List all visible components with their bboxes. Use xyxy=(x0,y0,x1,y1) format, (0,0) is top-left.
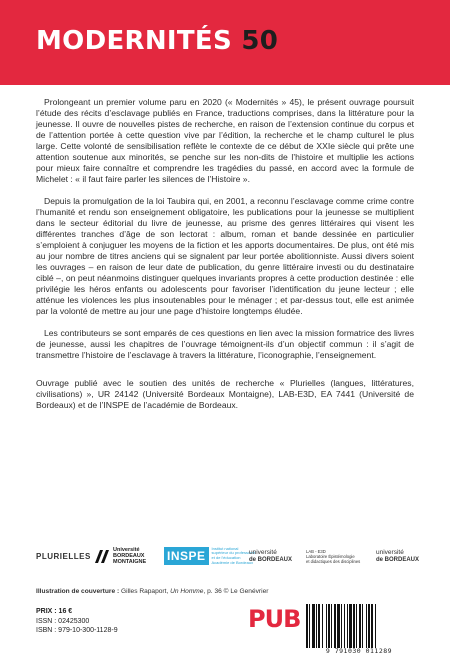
barcode-number: 9 791030 011289 xyxy=(325,647,393,655)
isbn: ISBN : 979-10-300-1128-9 xyxy=(36,627,118,634)
plurielles-logo-text: PLURIELLES xyxy=(36,551,91,561)
lab-e3d-logo xyxy=(306,544,360,568)
ub-logo-1-line-1: université xyxy=(249,548,277,556)
inspe-wordmark: INSPE xyxy=(164,547,209,565)
lab-line-3: et didactiques des disciplines xyxy=(306,558,361,564)
illustration-credit-label: Illustration de couverture : xyxy=(36,588,120,595)
inspe-logo xyxy=(164,544,255,568)
inspe-line-4: Académie de Bordeaux xyxy=(211,559,254,565)
barcode-icon xyxy=(302,604,416,648)
book-info xyxy=(36,607,118,636)
series-title xyxy=(36,26,278,56)
inspe-line-3: et de l'éducation xyxy=(211,555,241,560)
series-name: MODERNITÉS xyxy=(36,26,232,56)
inspe-line-2: supérieur du professorat xyxy=(211,550,255,556)
lab-line-2: Laboratoire Épistémologie xyxy=(306,553,355,559)
header-band xyxy=(0,0,450,85)
partner-logos xyxy=(36,544,420,568)
series-number: 50 xyxy=(241,26,279,56)
support-statement: Ouvrage publié avec le soutien des unités de recherche « Plurielles (langues, littératures, civilisations) », UR 24142 (Université Bordeaux Montaigne), LAB-E3D, EA 7441 (Université de Bordeaux) et de l’INSPE de l’académie de Bordeaux. xyxy=(36,378,414,410)
plurielles-logo xyxy=(36,544,91,568)
inspe-line-1: Institut national xyxy=(211,545,239,551)
lab-line-1: LAB - E3D xyxy=(306,548,326,554)
ub-logo-1-line-2: de BORDEAUX xyxy=(249,556,293,563)
ub-logo-1 xyxy=(249,544,292,568)
publisher-logo: PUB xyxy=(248,605,301,633)
illustration-credit-author: Gilles Rapaport, xyxy=(119,588,171,595)
paragraph-3: Les contributeurs se sont emparés de ces questions en lien avec la mission formatrice des livres de jeunesse, aussi les chapitres de l’ouvrage témoignent-ils d’un objectif commun : il s’agit de transmettre l’histoire de l’esclavage à travers la littérature, l’iconographie, l’enseignement. xyxy=(36,328,414,360)
issn: ISSN : 02425300 xyxy=(36,617,90,625)
illustration-credit-work: Un Homme xyxy=(170,588,204,595)
ub-logo-2-line-2: de BORDEAUX xyxy=(376,556,420,563)
paragraph-1: Prolongeant un premier volume paru en 2020 (« Modernités » 45), le présent ouvrage poursuit l’étude des récits d’esclavage publiés en France, traductions comprises, dans la littérature pour la jeunesse. Il ouvre de nouvelles pistes de recherche, en raison de l’extension continue du corpus et de l’attention portée à cette question vive par l’édition, la recherche et le champ culturel le plus large. Cette volonté de sensibilisation reflète le contexte de ce début de XXIe siècle qui prête une attention soutenue aux minorités, se penche sur les non-dits de l’histoire et multiplie les actions pour mieux faire connaître et comprendre les tragédies du passé, en accord avec la formule de Michelet : « il faut faire parler les silences de l’Histoire ». xyxy=(36,97,414,184)
illustration-credit xyxy=(36,588,268,595)
paragraph-2: Depuis la promulgation de la loi Taubira qui, en 2001, a reconnu l’esclavage comme crime contre l’humanité et rendu son enseignement obligatoire, les publications pour la jeunesse se multiplient dans le secteur éditorial du livre de jeunesse, au prisme des genres littéraires qui visent les différentes tranches d’âge de son lectorat : album, roman et bande dessinée en particulier s’emploient à conjuguer les moyens de la fiction et les apports documentaires. De plus, ont été mis au jour nombre de titres anciens qui se signalent par leur portée abolitionniste. Aussi divers soient les ouvrages – en raison de leur date de publication, du genre littéraire investi ou du destinataire ciblé –, on peut néanmoins distinguer quelques invariants propres à cette production destinée : elle privilégie les héros enfants ou adolescents pour favoriser l’identification du jeune lecteur ; elle atténue les violences les plus insoutenables pour le ménager ; et par-dessus tout, elle est animée par la volonté de mettre au jour une page d’histoire longtemps éludée. xyxy=(36,196,414,316)
ubm-line-3: MONTAIGNE xyxy=(113,559,147,565)
ub-logo-2 xyxy=(376,544,419,568)
ubm-line-2: BORDEAUX xyxy=(113,553,145,559)
illustration-credit-source: , p. 36 © Le Genévrier xyxy=(203,588,269,595)
back-cover-text xyxy=(36,97,414,422)
ubm-line-1: Université xyxy=(113,547,140,553)
ub-logo-2-line-1: université xyxy=(376,548,404,556)
price: PRIX : 16 € xyxy=(36,608,73,615)
ubm-mark-icon xyxy=(94,548,110,564)
ubm-logo xyxy=(94,544,146,568)
